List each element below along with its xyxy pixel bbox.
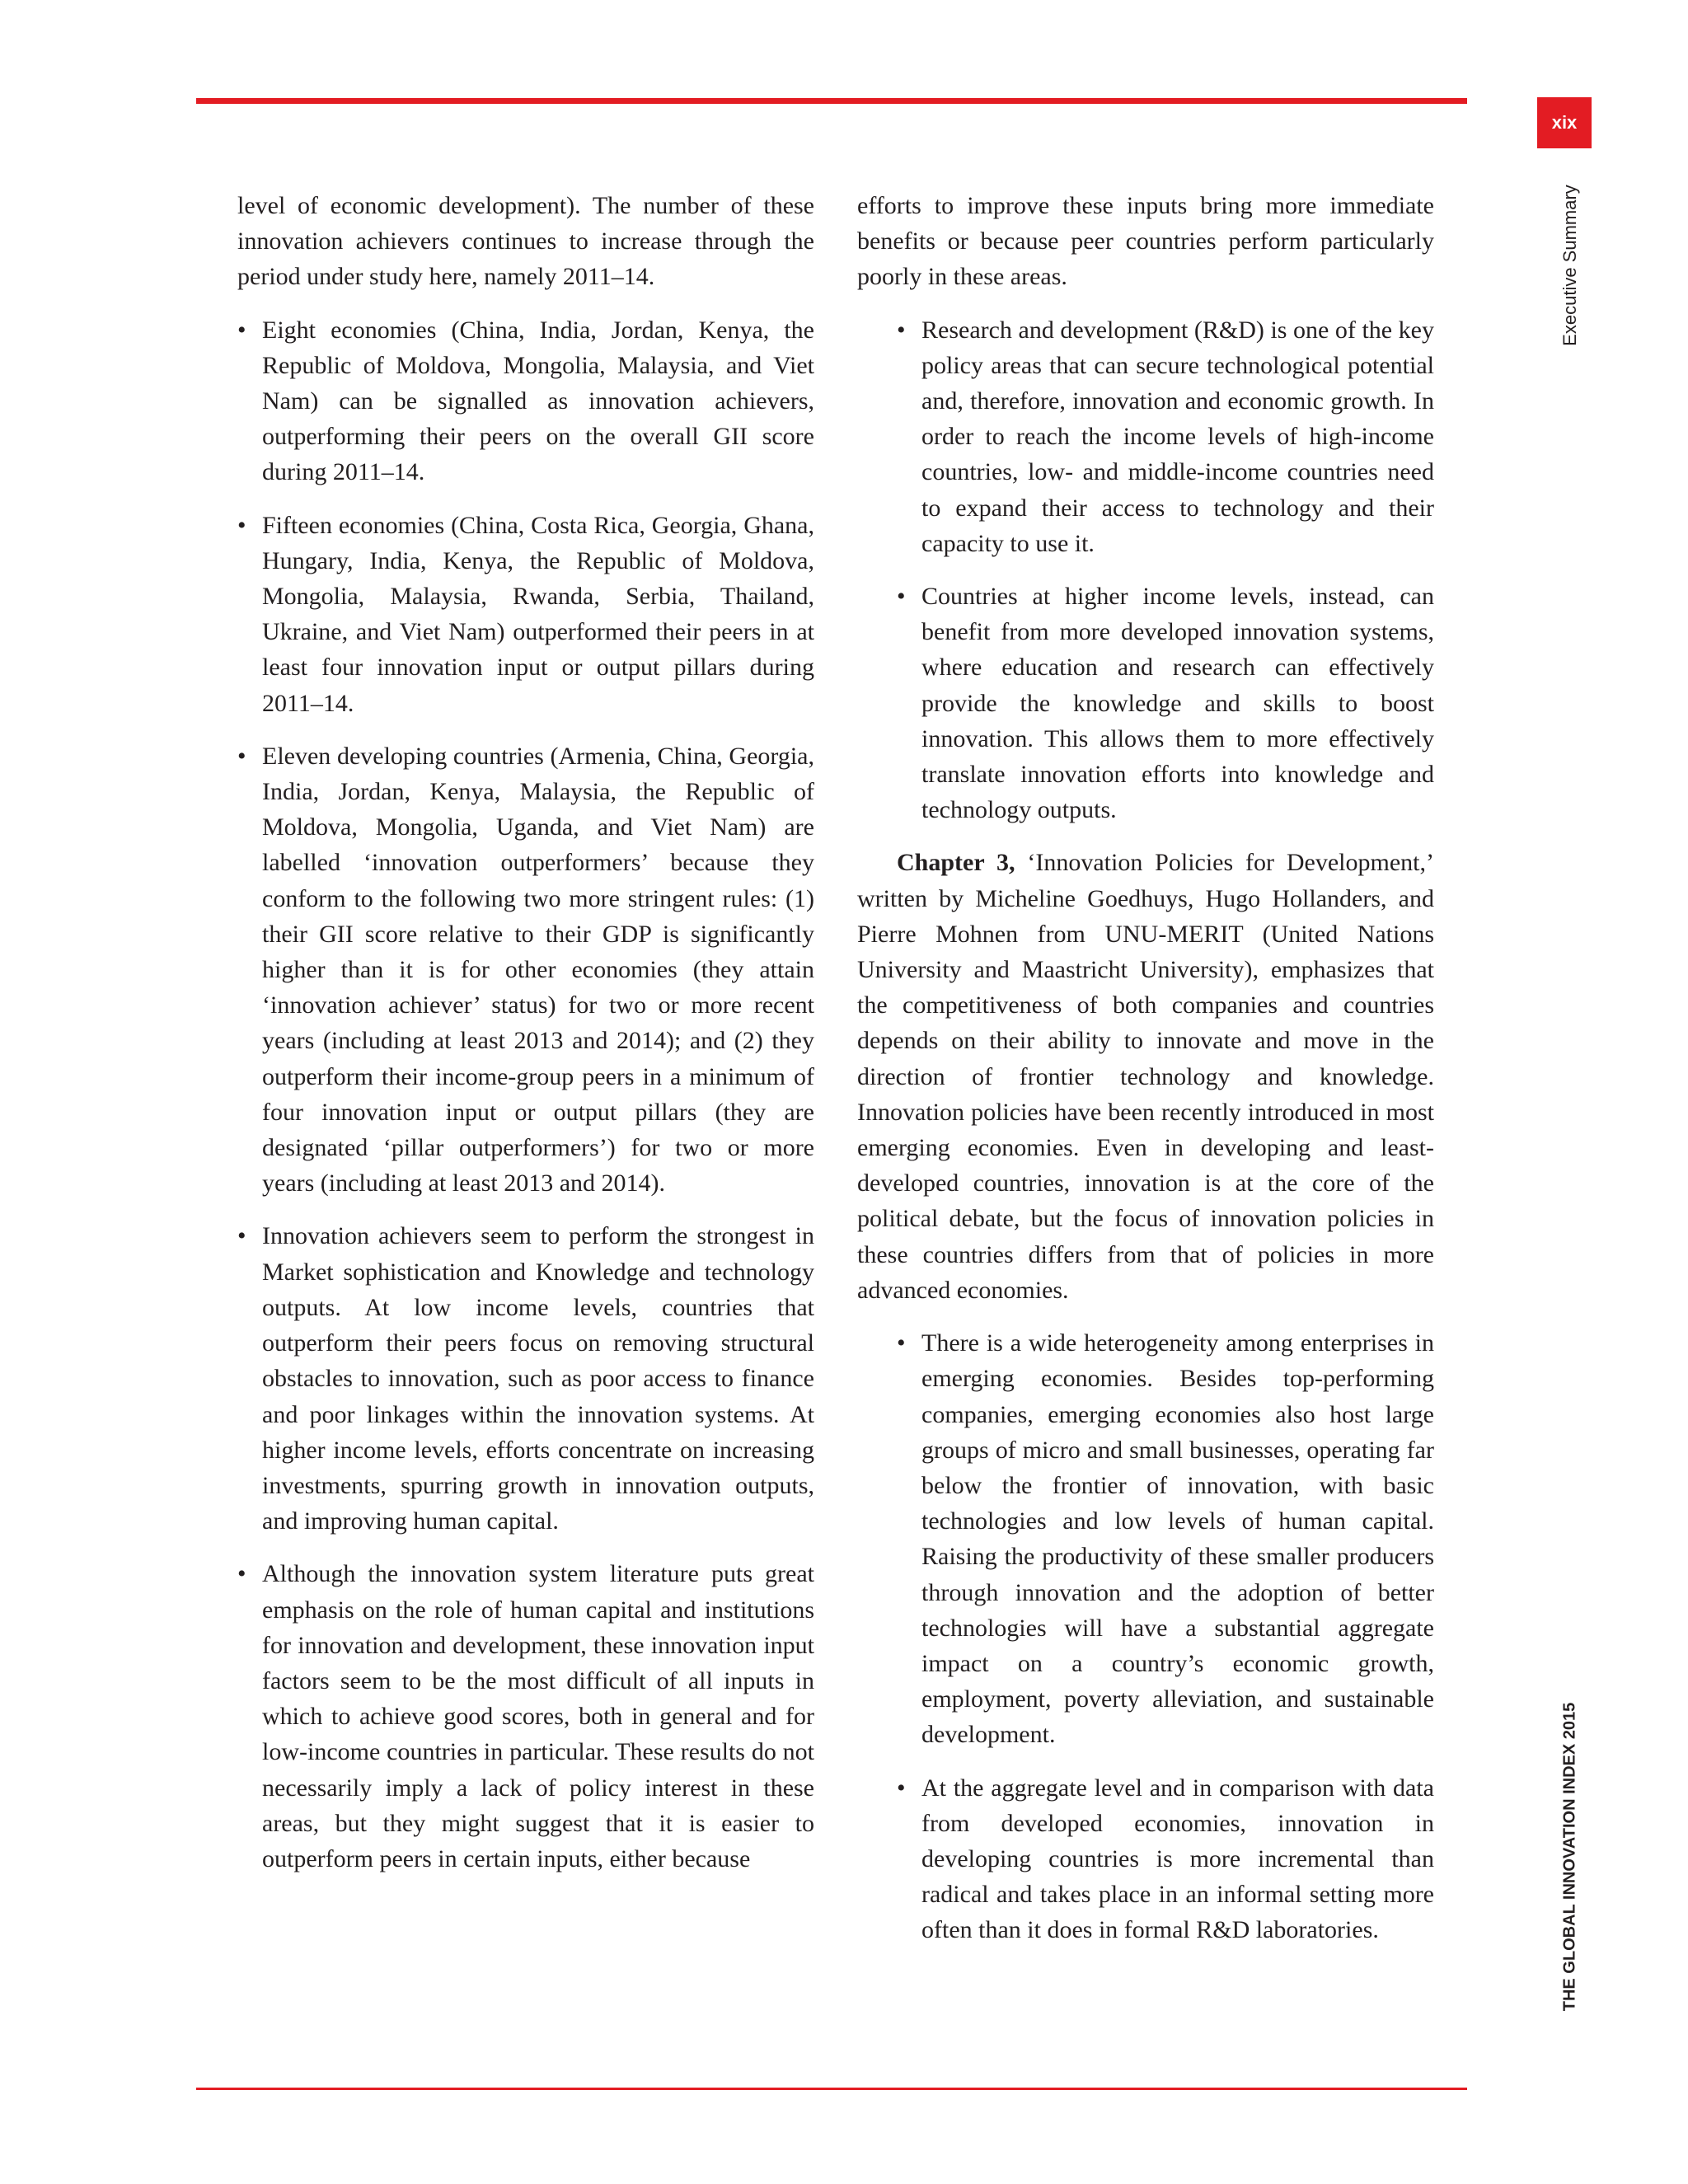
chapter-paragraph: [857, 845, 1434, 1308]
list-item-text: Innovation achievers seem to perform the strongest in Market sophistication and Knowledge and technology outputs. At low income levels, countries that outperform their peers focus on removing structural obstacles to innovation, such as poor access to finance and poor linkages within the innovation systems. At higher income levels, efforts concentrate on increasing investments, spurring growth in innovation outputs, and improving human capital.: [262, 1222, 814, 1535]
list-item: [897, 312, 1434, 561]
right-column: [857, 188, 1434, 1966]
page-number: xix: [1537, 97, 1592, 148]
bullet-list: [897, 312, 1434, 828]
list-item: [237, 738, 814, 1202]
header-rule: [196, 98, 1467, 104]
list-item-text: There is a wide heterogeneity among enterprises in emerging economies. Besides top-performing companies, emerging economies also host large groups of micro and small businesses, operating far below the frontier of innovation, with basic technologies and low levels of human capital. Raising the productivity of these smaller producers through innovation and the adoption of better technologies will have a substantial aggregate impact on a country’s economic growth, employment, poverty alleviation, and sustainable development.: [921, 1329, 1434, 1749]
list-item: [237, 508, 814, 721]
footer-rule: [196, 2088, 1467, 2090]
bullet-icon: •: [237, 511, 246, 539]
bullet-icon: •: [897, 1774, 906, 1802]
chapter-lead: Chapter 3,: [897, 849, 1015, 877]
list-item: [237, 1556, 814, 1877]
list-item-text: At the aggregate level and in comparison with data from developed economies, innovation in developing countries is more incremental than radical and takes place in an informal setting more often than it does in formal R&D laboratories.: [921, 1774, 1434, 1944]
bullet-icon: •: [237, 316, 246, 344]
continuation-paragraph: efforts to improve these inputs bring more immediate benefits or because peer countries perform particularly poorly in these areas.: [857, 192, 1434, 291]
list-item-text: Eight economies (China, India, Jordan, Kenya, the Republic of Moldova, Mongolia, Malaysia, and Viet Nam) can be signalled as innovation achievers, outperforming their peers on the overall GII score during 2011–14.: [262, 316, 814, 486]
section-label-text: Executive Summary: [1559, 185, 1580, 346]
list-item-text: Although the innovation system literature puts great emphasis on the role of human capital and institutions for innovation and development, these innovation input factors seem to be the most difficult of all inputs in which to achieve good scores, both in general and for low-income countries in particular. These results do not necessarily imply a lack of policy interest in these areas, but they might suggest that it is easier to outperform peers in certain inputs, either because: [262, 1560, 814, 1872]
bullet-list: [237, 312, 814, 1877]
bullet-icon: •: [897, 316, 906, 344]
left-column: [237, 188, 814, 1894]
chapter-text: ‘Innovation Policies for Development,’ written by Micheline Goedhuys, Hugo Hollanders, and Pierre Mohnen from UNU-MERIT (United Nations University and Maastricht University), emphasizes that the competitiveness of both companies and countries depends on their ability to innovate and move in the direction of frontier technology and knowledge. Innovation policies have been recently introduced in most emerging economies. Even in developing and least-developed countries, innovation is at the core of the political debate, but the focus of innovation policies in these countries differs from that of policies in more advanced economies.: [857, 849, 1434, 1304]
continuation-paragraph: level of economic development). The number of these innovation achievers continues to increase through the period under study here, namely 2011–14.: [237, 192, 814, 291]
list-item: [897, 1770, 1434, 1948]
bullet-icon: •: [237, 742, 246, 770]
bullet-icon: •: [897, 1329, 906, 1357]
bullet-icon: •: [237, 1222, 246, 1250]
list-item-text: Eleven developing countries (Armenia, China, Georgia, India, Jordan, Kenya, Malaysia, the Republic of Moldova, Mongolia, Uganda, and Viet Nam) are labelled ‘innovation outperformers’ because they conform to the following two more stringent rules: (1) their GII score relative to their GDP is significantly higher than it is for other economies (they attain ‘innovation achiever’ status) for two or more recent years (including at least 2013 and 2014); and (2) they outperform their income-group peers in a minimum of four innovation input or output pillars (they are designated ‘pillar outperformers’) for two or more years (including at least 2013 and 2014).: [262, 742, 814, 1197]
list-item: [237, 1218, 814, 1539]
list-item-text: Countries at higher income levels, instead, can benefit from more developed innovation systems, where education and research can effectively provide the knowledge and skills to boost innovation. This allows them to more effectively translate innovation efforts into knowledge and technology outputs.: [921, 583, 1434, 824]
list-item-text: Research and development (R&D) is one of the key policy areas that can secure technological potential and, therefore, innovation and economic growth. In order to reach the income levels of high-income countries, low- and middle-income countries need to expand their access to technology and their capacity to use it.: [921, 316, 1434, 557]
list-item: [897, 579, 1434, 827]
list-item-text: Fifteen economies (China, Costa Rica, Georgia, Ghana, Hungary, India, Kenya, the Republic of Moldova, Mongolia, Malaysia, Rwanda, Serbia, Thailand, Ukraine, and Viet Nam) outperformed their peers in at least four innovation input or output pillars during 2011–14.: [262, 511, 814, 717]
footer-label-text: THE GLOBAL INNOVATION INDEX 2015: [1560, 1702, 1579, 2012]
list-item: [897, 1325, 1434, 1752]
list-item: [237, 312, 814, 490]
bullet-list: [897, 1325, 1434, 1947]
bullet-icon: •: [237, 1560, 246, 1588]
bullet-icon: •: [897, 583, 906, 611]
